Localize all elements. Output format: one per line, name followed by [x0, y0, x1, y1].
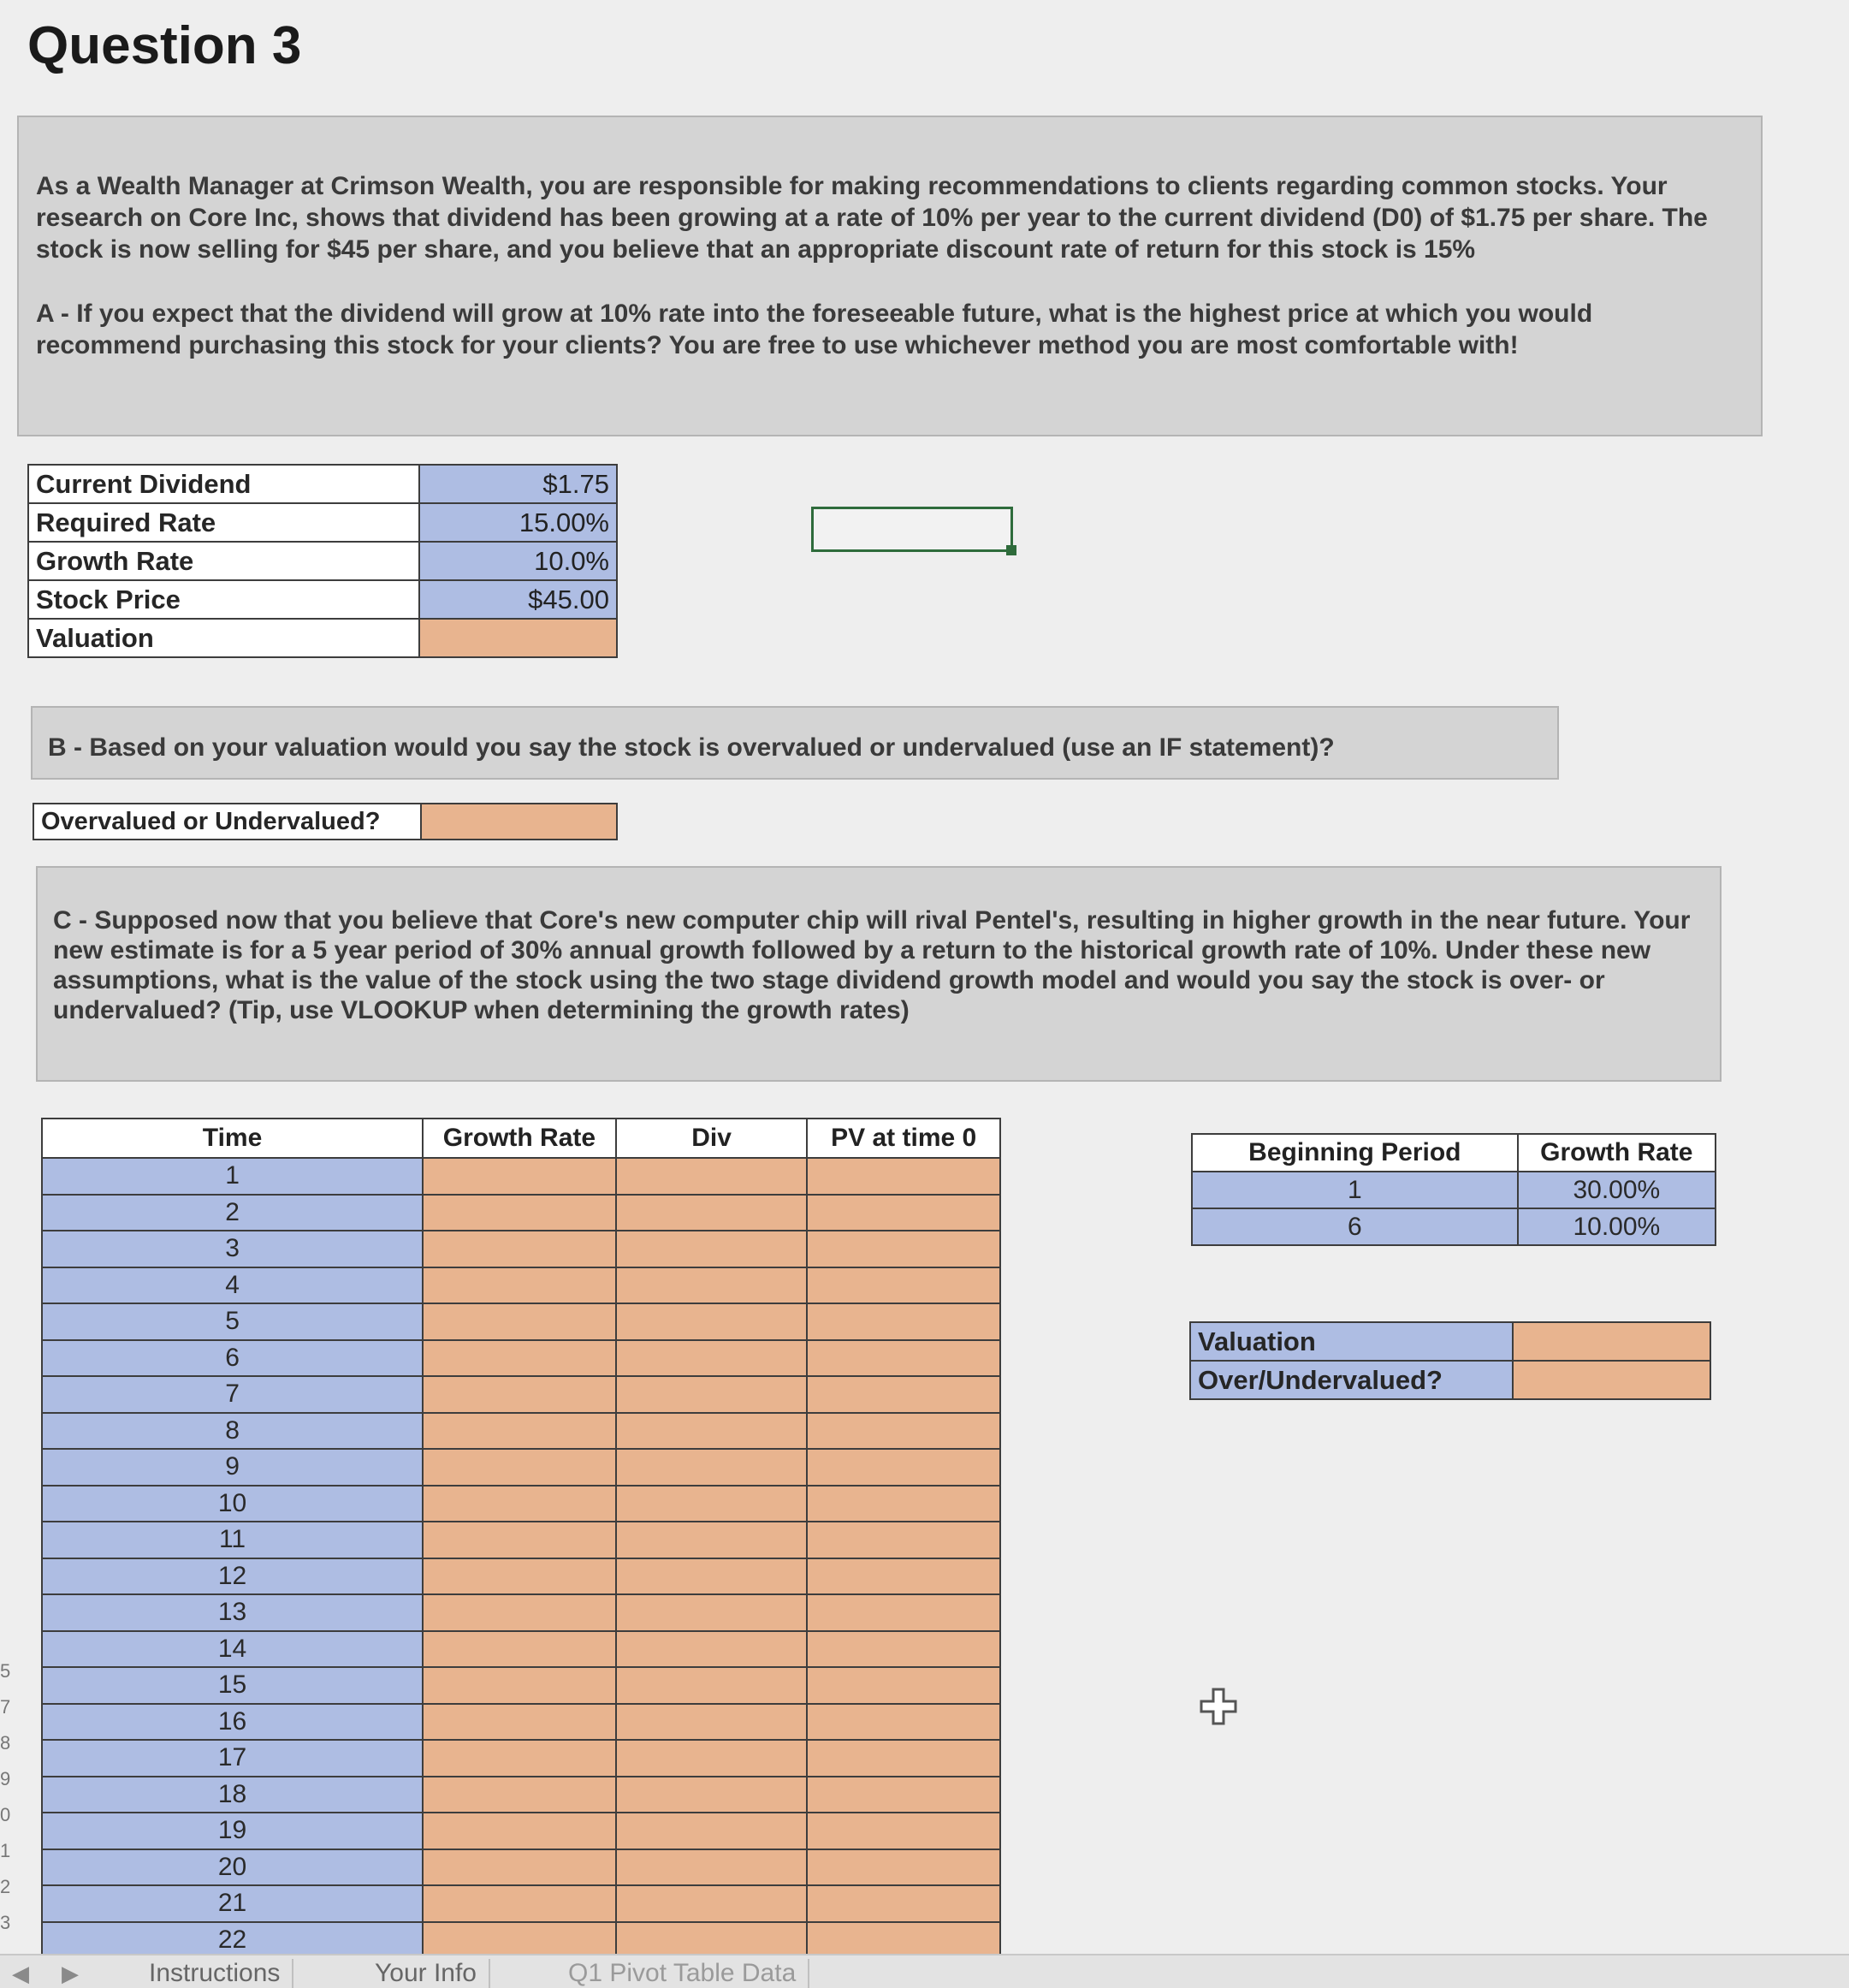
- table-row: [42, 1449, 1000, 1486]
- growth-rate-cell[interactable]: [423, 1486, 616, 1522]
- input-value[interactable]: 10.0%: [419, 542, 617, 580]
- div-cell[interactable]: [616, 1340, 808, 1377]
- pv-cell[interactable]: [807, 1195, 1000, 1231]
- time-cell[interactable]: 2: [42, 1195, 423, 1231]
- lookup-rate-cell[interactable]: 10.00%: [1518, 1208, 1716, 1245]
- pv-cell[interactable]: [807, 1558, 1000, 1595]
- div-cell[interactable]: [616, 1922, 808, 1959]
- pv-cell[interactable]: [807, 1158, 1000, 1195]
- input-label: Valuation: [28, 619, 419, 657]
- div-cell[interactable]: [616, 1777, 808, 1813]
- growth-rate-cell[interactable]: [423, 1303, 616, 1340]
- selected-cell[interactable]: [811, 507, 1013, 552]
- answer-b-cell[interactable]: [421, 804, 617, 840]
- row-number: 0: [0, 1804, 11, 1825]
- div-cell[interactable]: [616, 1267, 808, 1304]
- over-under-label: Over/Undervalued?: [1190, 1361, 1513, 1399]
- intro-textbox[interactable]: [17, 116, 1763, 436]
- table-row: [42, 1486, 1000, 1522]
- sheet-tab-bar: [0, 1954, 1849, 1988]
- growth-rate-cell[interactable]: [423, 1740, 616, 1777]
- input-row: [28, 503, 617, 542]
- lookup-period-cell[interactable]: 1: [1192, 1172, 1518, 1208]
- growth-rate-cell[interactable]: [423, 1849, 616, 1886]
- input-row: [28, 580, 617, 619]
- div-cell[interactable]: [616, 1231, 808, 1267]
- pv-cell[interactable]: [807, 1667, 1000, 1704]
- div-cell[interactable]: [616, 1195, 808, 1231]
- table-row: [42, 1667, 1000, 1704]
- table-row: [42, 1849, 1000, 1886]
- tab-your-info[interactable]: Your Info: [363, 1959, 490, 1988]
- table-row: [42, 1813, 1000, 1849]
- time-cell[interactable]: 9: [42, 1449, 423, 1486]
- pv-cell[interactable]: [807, 1922, 1000, 1959]
- time-cell[interactable]: 20: [42, 1849, 423, 1886]
- intro-paragraph: As a Wealth Manager at Crimson Wealth, you are responsible for making recommendations to clients regarding common stocks. Your research on Core Inc, shows that dividend has been growing at a rate of 10% per year to the current dividend (D0) of $1.75 per share. The stock is now selling for $45 per share, and you believe that an appropriate discount rate of return for this stock is 15%: [36, 172, 1708, 264]
- row-number: 2: [0, 1876, 11, 1897]
- div-cell[interactable]: [616, 1522, 808, 1558]
- growth-rate-cell[interactable]: [423, 1340, 616, 1377]
- time-cell[interactable]: 11: [42, 1522, 423, 1558]
- over-under-cell[interactable]: [1513, 1361, 1710, 1399]
- input-label: Required Rate: [28, 503, 419, 542]
- question-a-text: A - If you expect that the dividend will grow at 10% rate into the foreseeable future, what is the highest price at which you would recommend purchasing this stock for your clients? You are free to use whichever method you are most comfortable with!: [36, 300, 1593, 359]
- pv-cell[interactable]: [807, 1522, 1000, 1558]
- answer-b-label: Overvalued or Undervalued?: [33, 804, 421, 840]
- table-row: [42, 1303, 1000, 1340]
- div-cell[interactable]: [616, 1594, 808, 1631]
- pv-cell[interactable]: [807, 1486, 1000, 1522]
- time-cell[interactable]: 14: [42, 1631, 423, 1668]
- div-cell[interactable]: [616, 1740, 808, 1777]
- row-number: 3: [0, 1912, 11, 1933]
- table-row: [42, 1740, 1000, 1777]
- header-beginning-period: Beginning Period: [1192, 1134, 1518, 1172]
- cell-cursor-icon: [1200, 1688, 1237, 1725]
- input-value[interactable]: $1.75: [419, 465, 617, 503]
- question-b-textbox[interactable]: [31, 706, 1559, 780]
- header-growth-rate: Growth Rate: [423, 1119, 616, 1158]
- pv-cell[interactable]: [807, 1885, 1000, 1922]
- table-row: [42, 1922, 1000, 1959]
- row-number: 1: [0, 1840, 11, 1861]
- header-pv: PV at time 0: [807, 1119, 1000, 1158]
- pv-cell[interactable]: [807, 1631, 1000, 1668]
- div-cell[interactable]: [616, 1704, 808, 1741]
- growth-rate-cell[interactable]: [423, 1195, 616, 1231]
- time-cell[interactable]: 17: [42, 1740, 423, 1777]
- input-value[interactable]: $45.00: [419, 580, 617, 619]
- growth-rate-cell[interactable]: [423, 1777, 616, 1813]
- time-cell[interactable]: 10: [42, 1486, 423, 1522]
- row-number: 8: [0, 1732, 11, 1754]
- time-cell[interactable]: 1: [42, 1158, 423, 1195]
- table-row: [42, 1777, 1000, 1813]
- div-cell[interactable]: [616, 1558, 808, 1595]
- input-row: [28, 465, 617, 503]
- growth-rate-cell[interactable]: [423, 1667, 616, 1704]
- pv-cell[interactable]: [807, 1740, 1000, 1777]
- growth-rate-cell[interactable]: [423, 1704, 616, 1741]
- valuation-label: Valuation: [1190, 1322, 1513, 1361]
- time-cell[interactable]: 19: [42, 1813, 423, 1849]
- table-row: [42, 1195, 1000, 1231]
- pv-cell[interactable]: [807, 1704, 1000, 1741]
- pv-cell[interactable]: [807, 1449, 1000, 1486]
- table-row: [42, 1558, 1000, 1595]
- time-cell[interactable]: 4: [42, 1267, 423, 1304]
- pv-cell[interactable]: [807, 1594, 1000, 1631]
- div-cell[interactable]: [616, 1813, 808, 1849]
- time-cell[interactable]: 22: [42, 1922, 423, 1959]
- pv-cell[interactable]: [807, 1777, 1000, 1813]
- time-cell[interactable]: 16: [42, 1704, 423, 1741]
- header-time: Time: [42, 1119, 423, 1158]
- row-number: 7: [0, 1696, 11, 1718]
- question-b-text: B - Based on your valuation would you say the stock is overvalued or undervalued (use an IF statement)?: [48, 733, 1335, 762]
- growth-rate-cell[interactable]: [423, 1376, 616, 1413]
- time-cell[interactable]: 13: [42, 1594, 423, 1631]
- time-cell[interactable]: 3: [42, 1231, 423, 1267]
- pv-cell[interactable]: [807, 1413, 1000, 1450]
- header-div: Div: [616, 1119, 808, 1158]
- time-cell[interactable]: 5: [42, 1303, 423, 1340]
- growth-rate-cell[interactable]: [423, 1558, 616, 1595]
- dividend-schedule-table: [41, 1118, 1001, 1959]
- table-row: [42, 1631, 1000, 1668]
- table-row: [42, 1413, 1000, 1450]
- div-cell[interactable]: [616, 1158, 808, 1195]
- pv-cell[interactable]: [807, 1267, 1000, 1304]
- div-cell[interactable]: [616, 1376, 808, 1413]
- table-row: [42, 1158, 1000, 1195]
- table-row: [42, 1594, 1000, 1631]
- table-row: [42, 1231, 1000, 1267]
- table-row: [42, 1704, 1000, 1741]
- div-cell[interactable]: [616, 1449, 808, 1486]
- inputs-table: [27, 464, 618, 658]
- div-cell[interactable]: [616, 1303, 808, 1340]
- row-number: 9: [0, 1768, 11, 1789]
- input-row: [28, 542, 617, 580]
- div-cell[interactable]: [616, 1413, 808, 1450]
- growth-rate-cell[interactable]: [423, 1885, 616, 1922]
- table-row: [42, 1376, 1000, 1413]
- table-row: [42, 1885, 1000, 1922]
- lookup-period-cell[interactable]: 6: [1192, 1208, 1518, 1245]
- time-cell[interactable]: 18: [42, 1777, 423, 1813]
- question-c-text: C - Supposed now that you believe that Core's new computer chip will rival Pentel's, resulting in higher growth in the near future. Your new estimate is for a 5 year period of 30% annual growth followed by a return to the historical growth rate of 10%. Under these new assumptions, what is the value of the stock using the two stage dividend growth model and would you say the stock is over- or undervalued? (Tip, use VLOOKUP when determining the growth rates): [53, 906, 1691, 1024]
- time-cell[interactable]: 7: [42, 1376, 423, 1413]
- pv-cell[interactable]: [807, 1376, 1000, 1413]
- row-number-gutter: [0, 1660, 12, 1943]
- div-cell[interactable]: [616, 1849, 808, 1886]
- tab-q1-pivot[interactable]: Q1 Pivot Table Data: [556, 1959, 809, 1988]
- growth-rate-cell[interactable]: [423, 1594, 616, 1631]
- input-label: Stock Price: [28, 580, 419, 619]
- growth-rate-cell[interactable]: [423, 1813, 616, 1849]
- growth-rate-cell[interactable]: [423, 1522, 616, 1558]
- valuation-cell[interactable]: [1513, 1322, 1710, 1361]
- pv-cell[interactable]: [807, 1231, 1000, 1267]
- answer-b-table: [33, 803, 618, 840]
- tab-scroll-left-icon[interactable]: ◀: [12, 1961, 29, 1986]
- result-table: [1189, 1321, 1711, 1400]
- table-row: [42, 1340, 1000, 1377]
- pv-cell[interactable]: [807, 1303, 1000, 1340]
- pv-cell[interactable]: [807, 1340, 1000, 1377]
- input-label: Growth Rate: [28, 542, 419, 580]
- div-cell[interactable]: [616, 1486, 808, 1522]
- input-value[interactable]: 15.00%: [419, 503, 617, 542]
- fill-handle[interactable]: [1006, 545, 1016, 555]
- growth-rate-cell[interactable]: [423, 1231, 616, 1267]
- div-cell[interactable]: [616, 1631, 808, 1668]
- time-cell[interactable]: 12: [42, 1558, 423, 1595]
- header-lookup-growth-rate: Growth Rate: [1518, 1134, 1716, 1172]
- growth-rate-cell[interactable]: [423, 1267, 616, 1304]
- lookup-rate-cell[interactable]: 30.00%: [1518, 1172, 1716, 1208]
- table-row: [42, 1267, 1000, 1304]
- div-cell[interactable]: [616, 1885, 808, 1922]
- tab-scroll-right-icon[interactable]: ▶: [62, 1961, 79, 1986]
- input-row: [28, 619, 617, 657]
- div-cell[interactable]: [616, 1667, 808, 1704]
- growth-rate-cell[interactable]: [423, 1922, 616, 1959]
- time-cell[interactable]: 15: [42, 1667, 423, 1704]
- growth-lookup-table: [1191, 1133, 1716, 1246]
- time-cell[interactable]: 8: [42, 1413, 423, 1450]
- growth-rate-cell[interactable]: [423, 1631, 616, 1668]
- input-label: Current Dividend: [28, 465, 419, 503]
- time-cell[interactable]: 6: [42, 1340, 423, 1377]
- pv-cell[interactable]: [807, 1849, 1000, 1886]
- valuation-answer-cell[interactable]: [419, 619, 617, 657]
- question-c-textbox[interactable]: [36, 866, 1722, 1082]
- growth-rate-cell[interactable]: [423, 1413, 616, 1450]
- tab-instructions[interactable]: Instructions: [137, 1959, 293, 1988]
- row-number: 5: [0, 1660, 11, 1682]
- growth-rate-cell[interactable]: [423, 1158, 616, 1195]
- table-row: [42, 1522, 1000, 1558]
- page-title: Question 3: [27, 16, 302, 75]
- time-cell[interactable]: 21: [42, 1885, 423, 1922]
- growth-rate-cell[interactable]: [423, 1449, 616, 1486]
- pv-cell[interactable]: [807, 1813, 1000, 1849]
